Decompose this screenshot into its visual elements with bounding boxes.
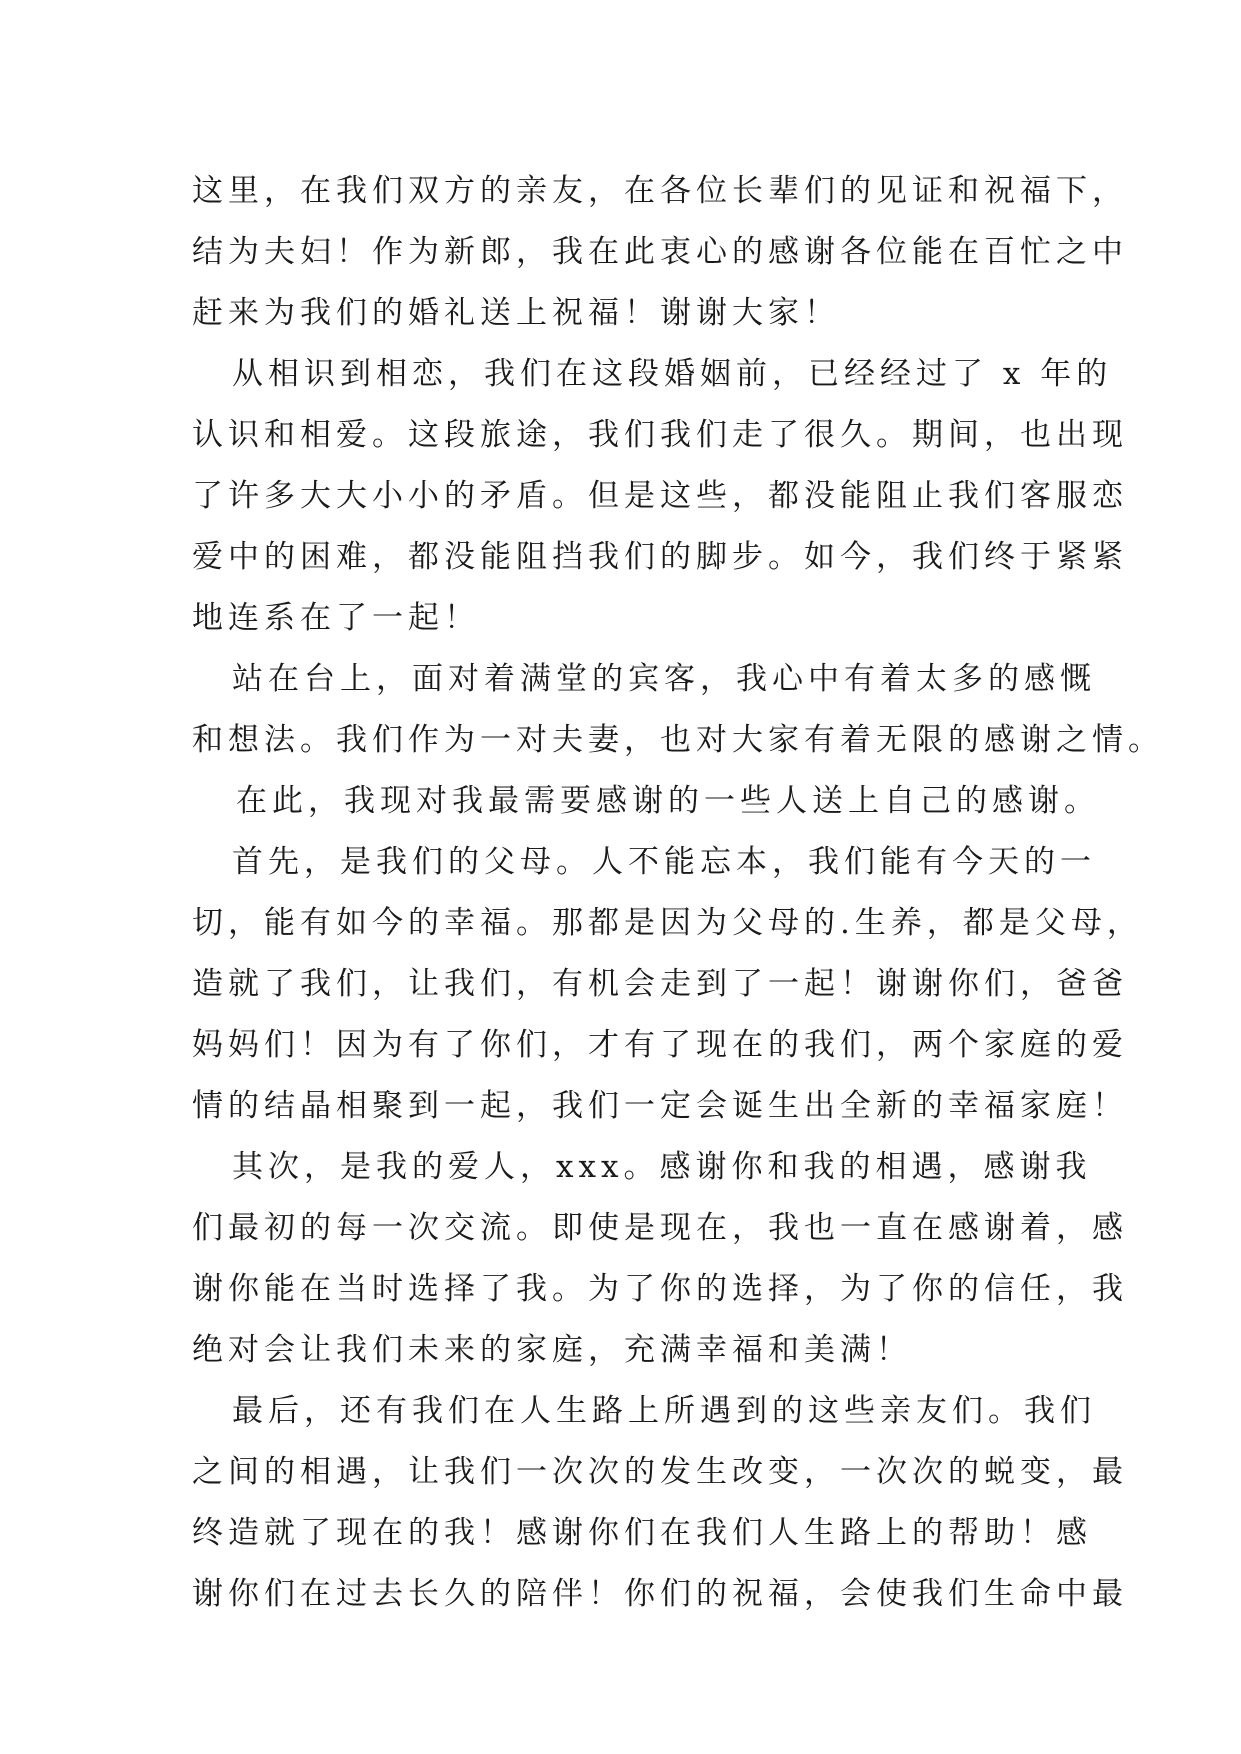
text-line: 爱中的困难，都没能阻挡我们的脚步。如今，我们终于紧紧: [192, 539, 1128, 575]
text-line: 和想法。我们作为一对夫妻，也对大家有着无限的感谢之情。: [192, 722, 1164, 758]
text-line: 了许多大大小小的矛盾。但是这些，都没能阻止我们客服恋: [192, 478, 1128, 514]
paragraph-first-line: 其次，是我的爱人，xxx。感谢你和我的相遇，感谢我: [232, 1149, 1092, 1185]
paragraph-first-line: 首先，是我们的父母。人不能忘本，我们能有今天的一: [232, 844, 1096, 880]
paragraph-first-line: 站在台上，面对着满堂的宾客，我心中有着太多的感慨: [232, 661, 1096, 697]
document-body: [192, 161, 1164, 1625]
paragraph-first-line: 最后，还有我们在人生路上所遇到的这些亲友们。我们: [232, 1393, 1096, 1429]
paragraph-first-line: 在此，我现对我最需要感谢的一些人送上自己的感谢。: [236, 783, 1100, 819]
text-line: 绝对会让我们未来的家庭，充满幸福和美满！: [192, 1332, 912, 1368]
text-line: 之间的相遇，让我们一次次的发生改变，一次次的蜕变，最: [192, 1454, 1128, 1490]
text-line: 情的结晶相聚到一起，我们一定会诞生出全新的幸福家庭！: [192, 1088, 1128, 1124]
text-line: 妈妈们！因为有了你们，才有了现在的我们，两个家庭的爱: [192, 1027, 1128, 1063]
text-line: 谢你能在当时选择了我。为了你的选择，为了你的信任，我: [192, 1271, 1128, 1307]
text-line: 造就了我们，让我们，有机会走到了一起！谢谢你们，爸爸: [192, 966, 1128, 1002]
text-line: 结为夫妇！作为新郎，我在此衷心的感谢各位能在百忙之中: [192, 234, 1128, 270]
text-line: 认识和相爱。这段旅途，我们我们走了很久。期间，也出现: [192, 417, 1128, 453]
text-line: 终造就了现在的我！感谢你们在我们人生路上的帮助！感: [192, 1515, 1092, 1551]
paragraph-first-line: 从相识到相恋，我们在这段婚姻前，已经经过了 x 年的: [232, 356, 1113, 392]
text-line: 谢你们在过去长久的陪伴！你们的祝福，会使我们生命中最: [192, 1576, 1128, 1612]
text-line: 切，能有如今的幸福。那都是因为父母的.生养，都是父母，: [192, 905, 1143, 941]
text-line: 们最初的每一次交流。即使是现在，我也一直在感谢着，感: [192, 1210, 1128, 1246]
text-line: 赶来为我们的婚礼送上祝福！谢谢大家！: [192, 295, 840, 331]
text-line: 这里，在我们双方的亲友，在各位长辈们的见证和祝福下，: [192, 173, 1128, 209]
text-line: 地连系在了一起！: [192, 600, 480, 636]
